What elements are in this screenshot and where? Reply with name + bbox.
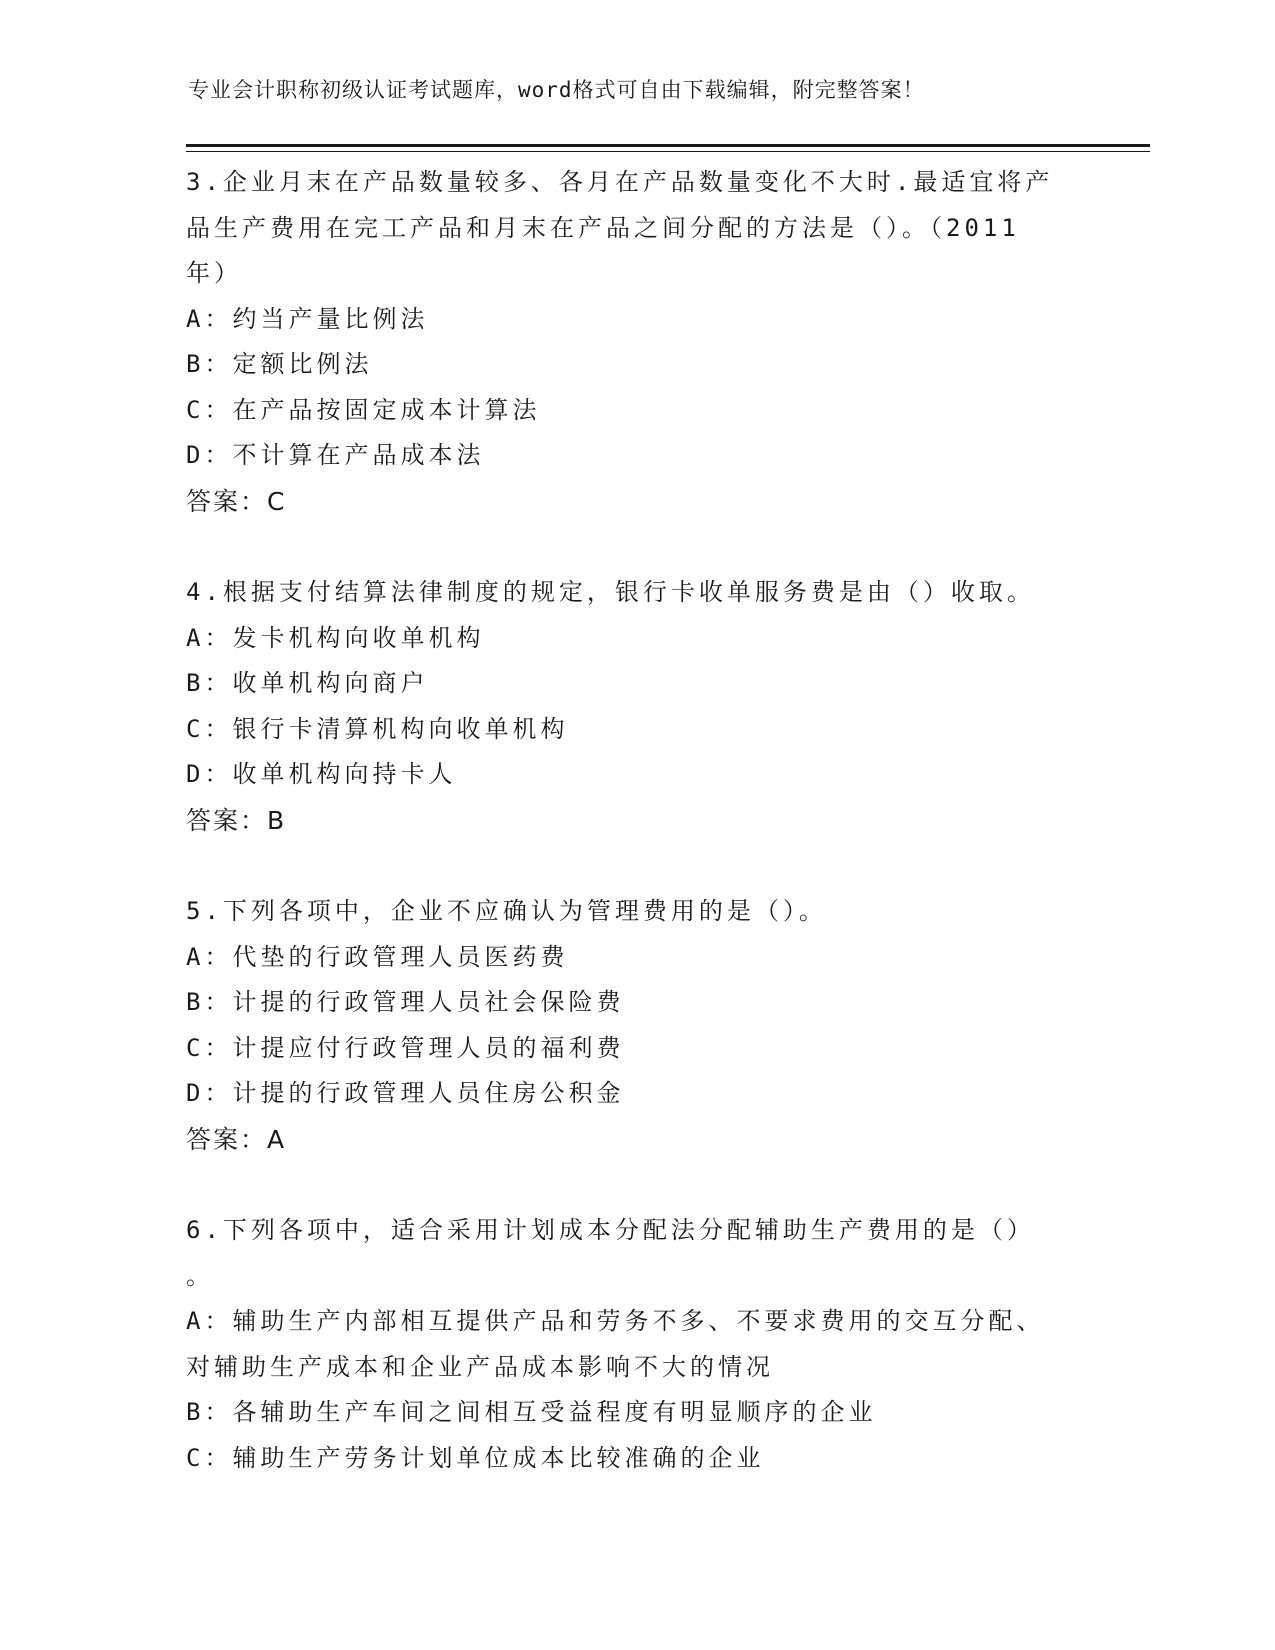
option-c: C：计提应付行政管理人员的福利费: [186, 1033, 625, 1062]
option-b: B：定额比例法: [186, 350, 373, 378]
option-c: C：在产品按固定成本计算法: [186, 395, 541, 424]
question-5: [186, 889, 1086, 1162]
question-text-line: 3.企业月末在产品数量较多、各月在产品数量变化不大时.最适宜将产: [186, 168, 1054, 196]
option-a: A：发卡机构向收单机构: [186, 623, 485, 652]
option-b: B：收单机构向商户: [186, 669, 429, 697]
option-c: C：辅助生产劳务计划单位成本比较准确的企业: [186, 1443, 765, 1472]
question-text-line: 年）: [186, 259, 242, 287]
answer: 答案：B: [186, 805, 287, 835]
question-text-line: 品生产费用在完工产品和月末在产品之间分配的方法是（）。（2011: [186, 213, 1020, 242]
question-text-line: 。: [186, 1261, 214, 1290]
option-a-continued: 对辅助生产成本和企业产品成本影响不大的情况: [186, 1352, 774, 1381]
answer: 答案：A: [186, 1124, 287, 1154]
option-d: D：不计算在产品成本法: [186, 441, 485, 469]
page-header: 专业会计职称初级认证考试题库，word格式可自由下载编辑，附完整答案！: [188, 78, 925, 102]
option-a: A：辅助生产内部相互提供产品和劳务不多、不要求费用的交互分配、: [186, 1307, 1045, 1335]
answer: 答案：C: [186, 486, 287, 516]
option-b: B：计提的行政管理人员社会保险费: [186, 988, 625, 1016]
question-3: [186, 160, 1086, 524]
option-a: A：约当产量比例法: [186, 304, 429, 333]
header-rule-thick: [186, 144, 1150, 147]
header-rule-thin: [186, 151, 1150, 152]
option-c: C：银行卡清算机构向收单机构: [186, 714, 569, 743]
question-text-line: 5.下列各项中，企业不应确认为管理费用的是（）。: [186, 897, 827, 925]
option-d: D：收单机构向持卡人: [186, 760, 457, 788]
option-b: B：各辅助生产车间之间相互受益程度有明显顺序的企业: [186, 1398, 877, 1426]
option-a: A：代垫的行政管理人员医药费: [186, 942, 569, 971]
question-text-line: 6.下列各项中，适合采用计划成本分配法分配辅助生产费用的是（）: [186, 1216, 1035, 1244]
option-d: D：计提的行政管理人员住房公积金: [186, 1079, 625, 1107]
question-6: [186, 1208, 1086, 1481]
question-4: [186, 570, 1086, 843]
question-text-line: 4.根据支付结算法律制度的规定，银行卡收单服务费是由（）收取。: [186, 578, 1035, 606]
question-list: [186, 160, 1086, 1527]
